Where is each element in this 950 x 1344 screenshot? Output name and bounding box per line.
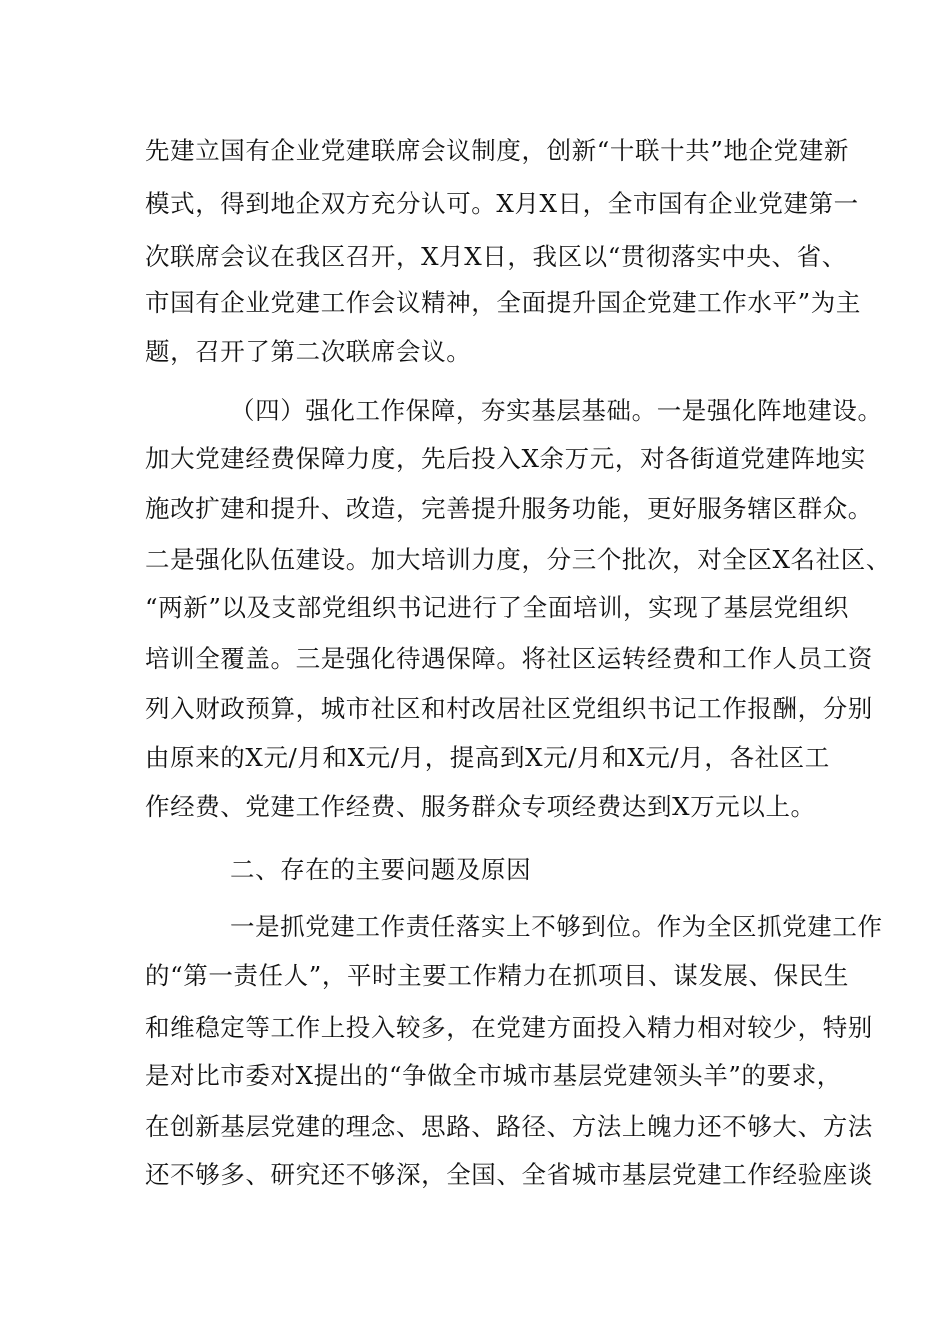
- text-line: 施改扩建和提升、改造，完善提升服务功能，更好服务辖区群众。: [145, 494, 873, 523]
- text-line: 还不够多、研究还不够深，全国、全省城市基层党建工作经验座谈: [145, 1160, 873, 1189]
- text-line: 作经费、党建工作经费、服务群众专项经费达到X万元以上。: [145, 792, 816, 821]
- text-line: 培训全覆盖。三是强化待遇保障。将社区运转经费和工作人员工资: [145, 644, 873, 673]
- text-line: 是对比市委对X提出的“争做全市城市基层党建领头羊”的要求，: [145, 1061, 842, 1090]
- section-heading-2: 二、存在的主要问题及原因: [230, 855, 532, 884]
- text-line: 加大党建经费保障力度，先后投入X余万元，对各街道党建阵地实: [145, 444, 866, 473]
- text-line: 先建立国有企业党建联席会议制度，创新“十联十共”地企党建新: [145, 136, 849, 165]
- paragraph-start: 一是抓党建工作责任落实上不够到位。作为全区抓党建工作: [230, 912, 883, 941]
- text-line: 列入财政预算，城市社区和村改居社区党组织书记工作报酬，分别: [145, 694, 873, 723]
- text-line: 在创新基层党建的理念、思路、路径、方法上魄力还不够大、方法: [145, 1112, 873, 1141]
- text-line: 次联席会议在我区召开，X月X日，我区以“贯彻落实中央、省、: [145, 242, 847, 271]
- text-line: 市国有企业党建工作会议精神，全面提升国企党建工作水平”为主: [145, 288, 861, 317]
- text-line: 模式，得到地企双方充分认可。X月X日，全市国有企业党建第一: [145, 189, 859, 218]
- text-line: 题，召开了第二次联席会议。: [145, 337, 472, 366]
- text-line: 和维稳定等工作上投入较多，在党建方面投入精力相对较少，特别: [145, 1013, 873, 1042]
- section-heading-4: （四）强化工作保障，夯实基层基础。一是强化阵地建设。: [230, 396, 883, 425]
- text-line: 由原来的X元/月和X元/月，提高到X元/月和X元/月，各社区工: [145, 743, 830, 772]
- text-line: “两新”以及支部党组织书记进行了全面培训，实现了基层党组织: [145, 593, 849, 622]
- text-line: 二是强化队伍建设。加大培训力度，分三个批次，对全区X名社区、: [145, 545, 891, 574]
- text-line: 的“第一责任人”，平时主要工作精力在抓项目、谋发展、保民生: [145, 961, 849, 990]
